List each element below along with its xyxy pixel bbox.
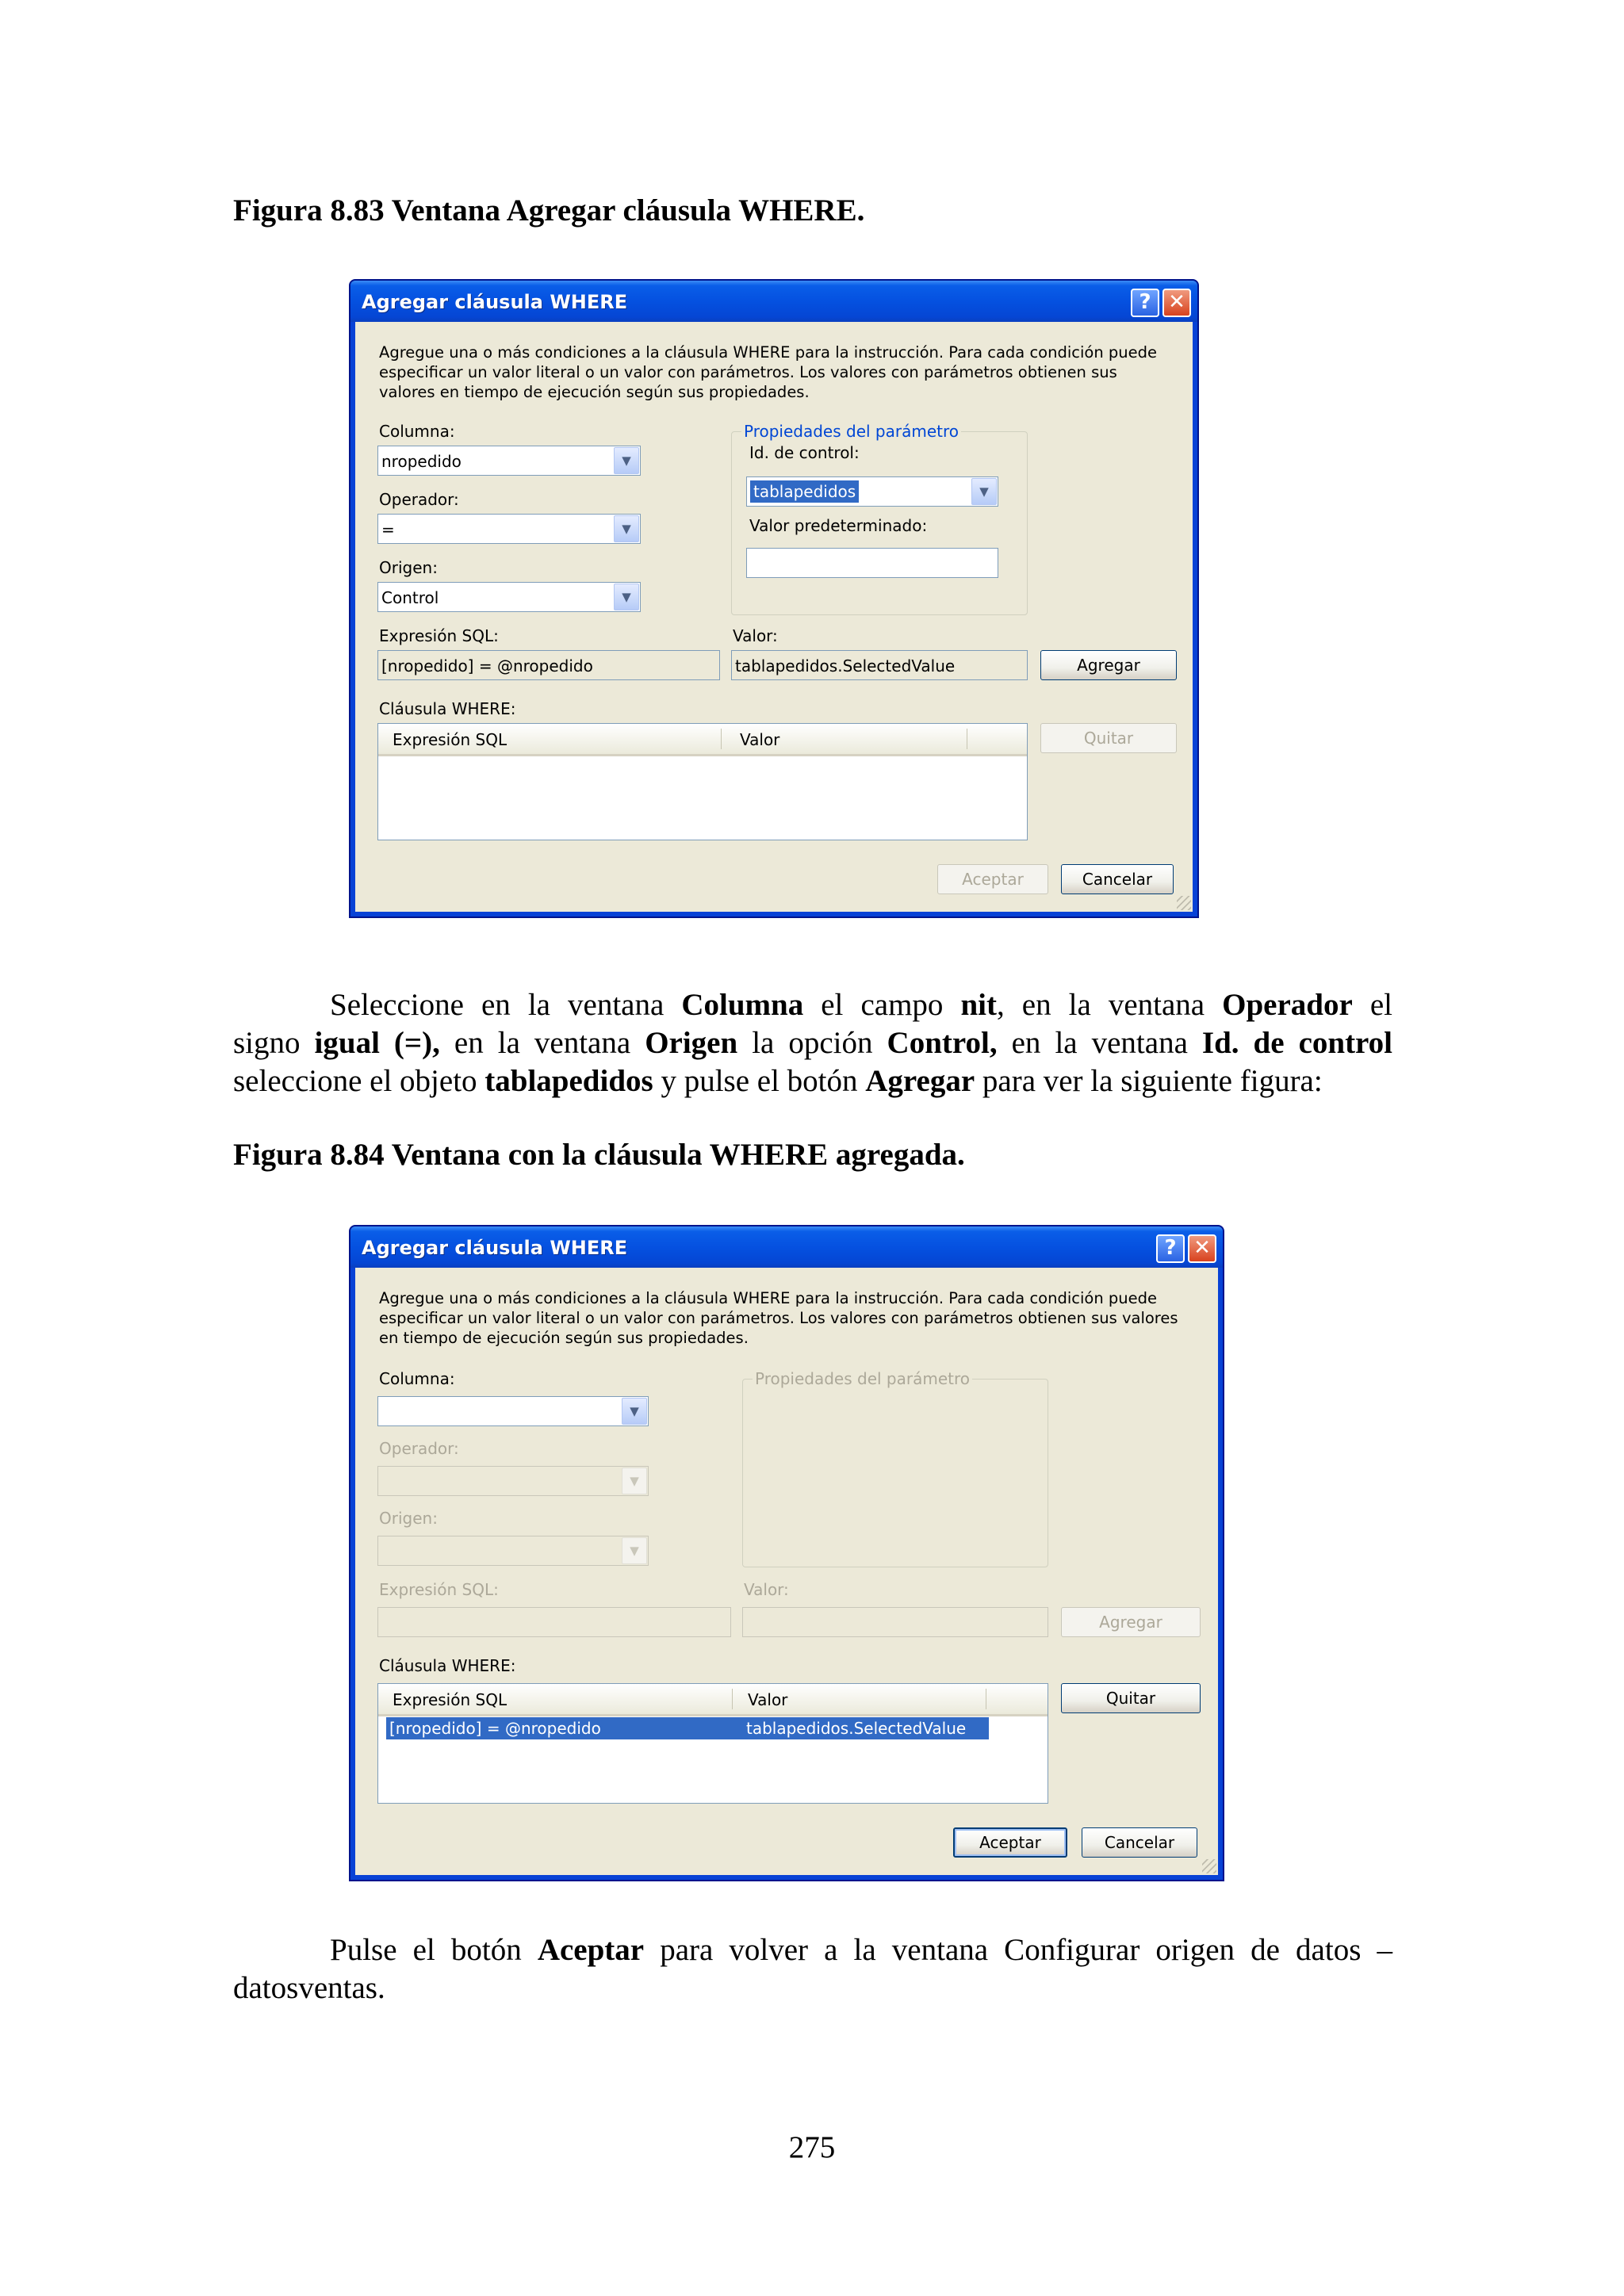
paragraph-line [233,1062,1392,1100]
valor-label: Valor: [733,626,778,645]
chevron-down-icon[interactable]: ▼ [622,1537,647,1564]
operador-label: Operador: [379,490,459,509]
valor-field [742,1607,1048,1637]
columna-value: nropedido [381,452,462,471]
help-button[interactable] [1156,1234,1185,1263]
question-icon: ? [1164,1236,1177,1260]
bold-term: Agregar [865,1064,975,1098]
paragraph-line [233,1931,1392,1969]
dialog-instructions: Agregue una o más condiciones a la cláusula WHERE para la instrucción. Para cada condición puede especificar un valor literal o un valor con parámetros. Los valores con parámetros obtienen sus valores en tiempo de ejecución según sus propiedades. [379,343,1157,401]
bold-term: igual (=), [314,1026,440,1060]
origen-value: Control [381,588,439,607]
default-value-input[interactable] [746,548,998,578]
where-clause-label: Cláusula WHERE: [379,1656,516,1675]
column-divider[interactable] [721,729,722,749]
column-header-valor[interactable]: Valor [748,1690,788,1709]
where-clause-dialog-2 [349,1225,1224,1881]
text-run: Seleccione en la ventana [330,988,682,1022]
dialog-title: Agregar cláusula WHERE [362,291,628,313]
text-run: y pulse el botón [653,1064,866,1098]
parameter-properties-label: Propiedades del parámetro [753,1369,972,1388]
where-clause-label: Cláusula WHERE: [379,699,516,718]
valor-value: tablapedidos.SelectedValue [735,656,956,675]
bold-term: nit [960,988,997,1022]
agregar-button[interactable]: Agregar [1040,650,1177,680]
dialog-body [355,1268,1218,1875]
where-clause-list[interactable] [377,723,1028,840]
bold-term: Operador [1222,988,1353,1022]
origen-label: Origen: [379,558,438,577]
quitar-button[interactable]: Quitar [1061,1683,1201,1713]
text-run: en la ventana [439,1026,645,1060]
agregar-button[interactable]: Agregar [1061,1607,1201,1637]
close-button[interactable] [1188,1234,1216,1263]
sql-expression-label: Expresión SQL: [379,626,499,645]
chevron-down-icon[interactable]: ▼ [622,1468,647,1494]
text-run: el [1352,988,1392,1022]
text-run: para volver a la ventana Configurar origen de datos – [644,1933,1392,1967]
column-header-sql-expression[interactable]: Expresión SQL [393,730,508,749]
control-id-value: tablapedidos [750,480,859,503]
instruction-paragraph-2 [233,1931,1392,2007]
paragraph-line [233,986,1392,1024]
text-run: la opción [737,1026,887,1060]
close-icon: ✕ [1168,290,1185,314]
chevron-down-icon[interactable]: ▼ [614,584,639,610]
text-run: Pulse el botón [330,1933,538,1967]
bold-term: Aceptar [537,1933,645,1967]
origen-combo[interactable] [377,582,641,612]
control-id-combo[interactable] [746,476,998,507]
column-header-valor[interactable]: Valor [740,730,780,749]
bold-term: Control, [887,1026,998,1060]
text-run: en la ventana [997,1026,1202,1060]
valor-label: Valor: [744,1580,789,1599]
title-bar[interactable] [350,1226,1223,1268]
close-icon: ✕ [1193,1236,1211,1260]
control-id-label: Id. de control: [749,443,860,462]
title-bar[interactable] [350,281,1197,322]
row-valor: tablapedidos.SelectedValue [746,1719,967,1738]
columna-combo[interactable] [377,1396,649,1426]
bold-term: Columna [681,988,804,1022]
resize-grip-icon[interactable] [1177,896,1191,910]
page-number: 275 [788,2130,836,2164]
bold-term: tablapedidos [485,1064,653,1098]
text-run: el campo [803,988,961,1022]
operador-combo[interactable] [377,514,641,544]
where-clause-list[interactable] [377,1683,1048,1804]
chevron-down-icon[interactable]: ▼ [614,515,639,542]
row-sql-expression: [nropedido] = @nropedido [389,1719,601,1738]
parameter-properties-group [742,1369,1048,1567]
quitar-button[interactable]: Quitar [1040,723,1177,753]
text-run: signo [233,1026,315,1060]
operador-value: = [381,520,395,539]
question-icon: ? [1139,290,1151,314]
chevron-down-icon[interactable]: ▼ [614,447,639,474]
dialog-title: Agregar cláusula WHERE [362,1237,628,1259]
cancelar-button[interactable]: Cancelar [1061,864,1174,894]
text-run: para ver la siguiente figura: [975,1064,1323,1098]
chevron-down-icon[interactable]: ▼ [622,1398,647,1425]
column-header-sql-expression[interactable]: Expresión SQL [393,1690,508,1709]
columna-combo[interactable] [377,446,641,476]
origen-combo[interactable] [377,1536,649,1566]
sql-expression-field [377,650,720,680]
bold-term: Origen [645,1026,738,1060]
text-run: , en la ventana [996,988,1223,1022]
list-header [378,724,1027,756]
operador-label: Operador: [379,1439,459,1458]
close-button[interactable] [1162,289,1191,317]
origen-label: Origen: [379,1509,438,1528]
table-row[interactable] [386,1717,989,1739]
figure-caption-8-84: Figura 8.84 Ventana con la cláusula WHERE agregada. [233,1138,965,1172]
columna-label: Columna: [379,422,455,441]
paragraph-line [233,1969,1392,2007]
figure-caption-8-83: Figura 8.83 Ventana Agregar cláusula WHERE. [233,193,865,228]
dialog-instructions: Agregue una o más condiciones a la cláusula WHERE para la instrucción. Para cada condición puede especificar un valor literal o un valor con parámetros. Los valores con parámetros obtienen sus valores en tiempo de ejecución según sus propiedades. [379,1289,1178,1347]
aceptar-button[interactable]: Aceptar [953,1827,1067,1858]
help-button[interactable] [1131,289,1159,317]
list-header [378,1684,1048,1716]
where-clause-dialog-1 [349,279,1199,918]
text-run: datosventas. [233,1971,385,2005]
sql-expression-value: [nropedido] = @nropedido [381,656,593,675]
instruction-paragraph-1 [233,986,1392,1100]
sql-expression-field [377,1607,731,1637]
cancelar-button[interactable]: Cancelar [1082,1827,1197,1858]
bold-term: Id. de control [1201,1026,1392,1060]
chevron-down-icon[interactable]: ▼ [971,478,997,505]
column-divider[interactable] [732,1689,733,1709]
parameter-properties-label: Propiedades del parámetro [741,422,961,441]
operador-combo[interactable] [377,1466,649,1496]
parameter-properties-group [731,422,1028,615]
valor-field [731,650,1028,680]
text-run: seleccione el objeto [233,1064,485,1098]
sql-expression-label: Expresión SQL: [379,1580,499,1599]
dialog-body [355,322,1193,912]
paragraph-line [233,1024,1392,1062]
columna-label: Columna: [379,1369,455,1388]
aceptar-button[interactable]: Aceptar [937,864,1048,894]
default-value-label: Valor predeterminado: [749,516,928,535]
resize-grip-icon[interactable] [1202,1859,1216,1873]
